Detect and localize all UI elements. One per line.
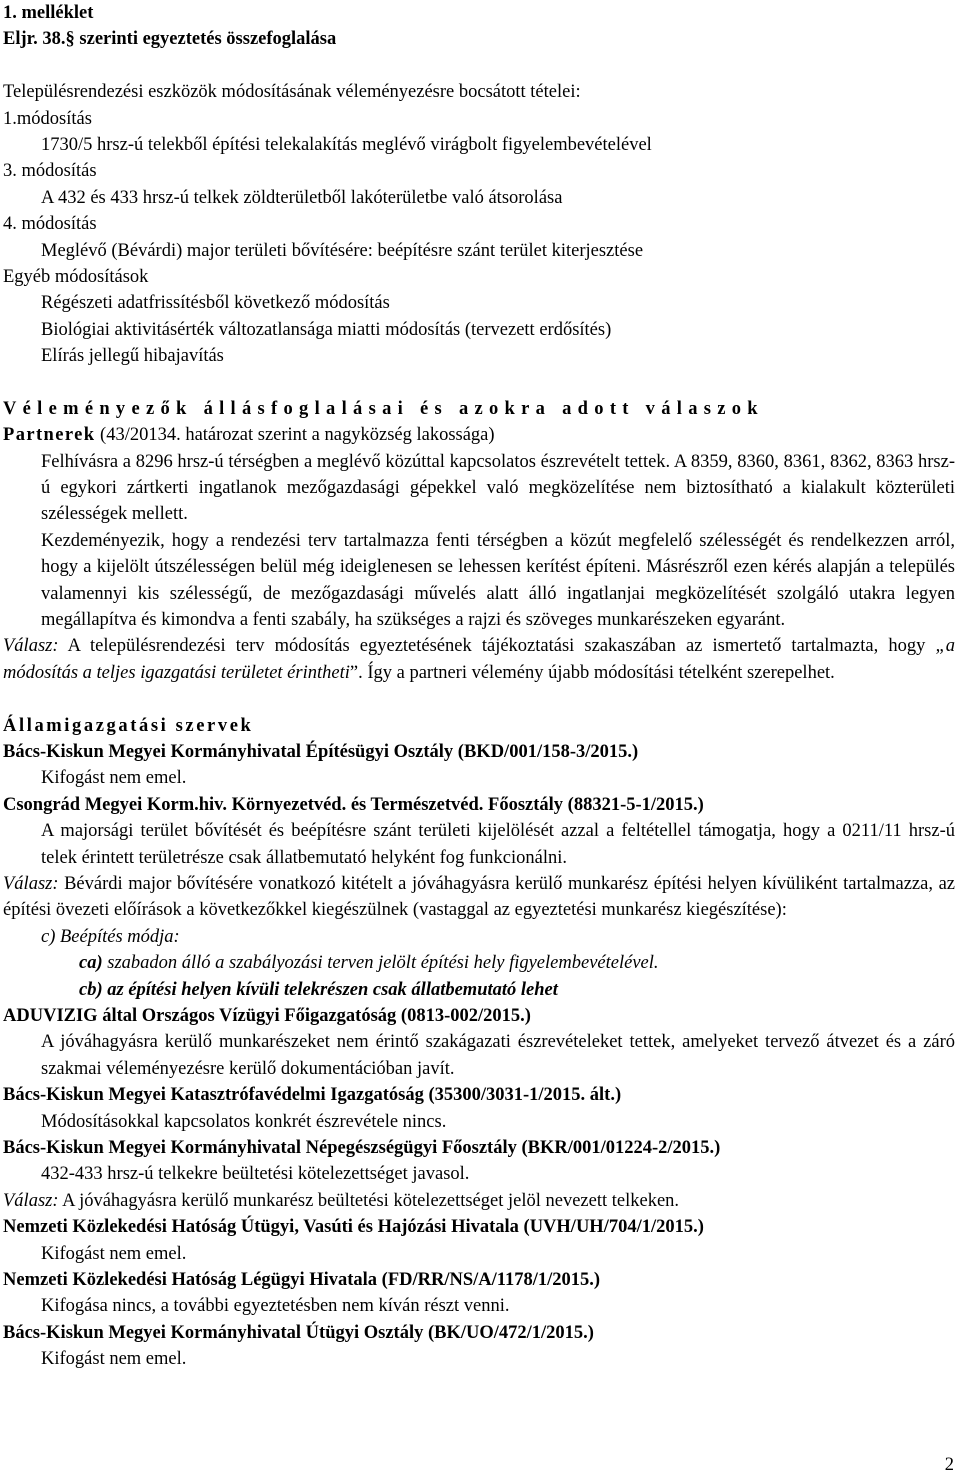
authority-2-text: A majorsági terület bővítését és beépítésre szánt területi kijelölését azzal a feltétellel támogatja, hogy a 0211/11 hrsz-ú telek érintett területrésze csak állatbemutató helyként fog funkcionálni.	[41, 821, 955, 868]
authority-7-text: Kifogása nincs, a további egyeztetésben nem kíván részt venni.	[41, 1296, 510, 1317]
partners-paragraph-1: Felhívásra a 8296 hrsz-ú térségben a meglévő közúttal kapcsolatos észrevételt tettek. A 8359, 8360, 8361, 8362, 8363 hrsz-ú egykori zártkerti ingatlanok mezőgazdasági gépekkel való megközelítése nem biztosítható a kialakult közterületi szélességek mellett.	[41, 451, 955, 525]
authority-5-answer-text: A jóváhagyásra kerülő munkarész beültetési kötelezettséget jelöl nevezett telkeken.	[58, 1190, 680, 1211]
authority-4-text: Módosításokkal kapcsolatos konkrét észrevétele nincs.	[41, 1111, 447, 1132]
annex-label: 1. melléklet	[3, 3, 94, 23]
authority-3-text: A jóváhagyásra kerülő munkarészeket nem érintő szakágazati észrevételeket tettek, amelyeket tervező átvezet és a záró szakmai véleményezésre kerülő dokumentációban javít.	[41, 1032, 955, 1079]
partners-answer	[3, 633, 955, 686]
item-3-number: 3. módosítás	[3, 161, 97, 182]
authority-1-text: Kifogást nem emel.	[41, 768, 187, 789]
partners-answer-text-a: A településrendezési terv módosítás egyeztetésének tájékoztatási szakaszában az ismertető tartalmazta, hogy	[58, 636, 936, 657]
answer-label: Válasz:	[3, 874, 59, 895]
item-1-description: 1730/5 hrsz-ú telekből építési telekalakítás meglévő virágbolt figyelembevételével	[41, 134, 652, 155]
authority-2-c-label: c) Beépítés módja:	[41, 926, 180, 947]
authorities-heading: Államigazgatási szervek	[3, 715, 254, 736]
partners-line	[3, 422, 955, 448]
other-modifications-heading: Egyéb módosítások	[3, 266, 149, 287]
authority-2-ca-text: szabadon álló a szabályozási terven jelölt építési hely figyelembevételével.	[102, 953, 659, 974]
authority-8-text: Kifogást nem emel.	[41, 1349, 187, 1370]
partners-answer-quote: „a módosítás a teljes igazgatási területet érintheti	[3, 636, 955, 683]
other-item-1: Régészeti adatfrissítésből következő módosítás	[41, 293, 390, 314]
authority-2-ca	[3, 950, 955, 976]
partners-reference: (43/20134. határozat szerint a nagyközség lakossága)	[95, 425, 495, 446]
authority-6-name: Nemzeti Közlekedési Hatóság Útügyi, Vasúti és Hajózási Hivatala (UVH/UH/704/1/2015.)	[3, 1217, 704, 1238]
authority-5-text: 432-433 hrsz-ú telkekre beültetési kötelezettséget javasol.	[41, 1164, 470, 1185]
authority-4-name: Bács-Kiskun Megyei Katasztrófavédelmi Igazgatóság (35300/3031-1/2015. ált.)	[3, 1085, 622, 1106]
authority-2-ca-label: ca)	[79, 953, 103, 974]
authority-5-name: Bács-Kiskun Megyei Kormányhivatal Népegészségügyi Főosztály (BKR/001/01224-2/2015.)	[3, 1138, 721, 1159]
other-item-2: Biológiai aktivitásérték változatlansága miatti módosítás (tervezett erdősítés)	[41, 319, 612, 340]
authority-2-name: Csongrád Megyei Korm.hiv. Környezetvéd. és Természetvéd. Főosztály (88321-5-1/2015.)	[3, 794, 704, 815]
partners-answer-text-b: ”. Így a partneri vélemény újabb módosítási tételként szerepelhet.	[349, 662, 835, 683]
authority-5-answer	[3, 1188, 955, 1214]
authority-6-text: Kifogást nem emel.	[41, 1243, 187, 1264]
authority-3-name: ADUVIZIG által Országos Vízügyi Főigazgatóság (0813-002/2015.)	[3, 1006, 531, 1027]
partners-label: Partnerek	[3, 425, 96, 446]
answer-label: Válasz:	[3, 636, 59, 657]
document-title: Eljr. 38.§ szerinti egyeztetés összefoglalása	[3, 29, 337, 50]
authority-7-name: Nemzeti Közlekedési Hatóság Légügyi Hivatala (FD/RR/NS/A/1178/1/2015.)	[3, 1269, 601, 1290]
item-1-number: 1.módosítás	[3, 108, 92, 129]
item-3-description: A 432 és 433 hrsz-ú telkek zöldterületből lakóterületbe való átsorolása	[41, 187, 563, 208]
item-4-description: Meglévő (Bévárdi) major területi bővítésére: beépítésre szánt terület kiterjesztése	[41, 240, 644, 261]
document-content	[3, 0, 955, 1373]
authority-8-name: Bács-Kiskun Megyei Kormányhivatal Útügyi Osztály (BK/UO/472/1/2015.)	[3, 1322, 594, 1343]
intro-lead: Településrendezési eszközök módosításának véleményezésre bocsátott tételei:	[3, 82, 581, 103]
page-number: 2	[944, 1455, 954, 1475]
other-item-3: Elírás jellegű hibajavítás	[41, 346, 224, 367]
partners-paragraph-2: Kezdeményezik, hogy a rendezési terv tartalmazza fenti térségben a közút megfelelő szélességét és rendelkezzen arról, hogy a kijelölt útszélességen belül még ideiglenesen se lehessen kerítést építeni. Másrészről ezen kérés alapján a település valamennyi kis szélességű, de mezőgazdasági művelés alatt álló ingatlanjai megközelítését szolgáló utakra legyen megállapítva és kimondva a fenti szabály, ha szükséges a rajzi és szöveges munkarészeken egyaránt.	[41, 530, 955, 631]
authority-1-name: Bács-Kiskun Megyei Kormányhivatal Építésügyi Osztály (BKD/001/158-3/2015.)	[3, 742, 639, 763]
opinions-heading: Véleményezők állásfoglalásai és azokra adott válaszok	[3, 398, 764, 419]
answer-label: Válasz:	[3, 1190, 59, 1211]
item-4-number: 4. módosítás	[3, 214, 97, 235]
authority-2-answer-text: Bévárdi major bővítésére vonatkozó kitételt a jóváhagyásra kerülő munkarész építési helyen kívüliként tartalmazza, az építési övezeti előírások a következőkkel kiegészülnek (vastaggal az egyeztetési munkarész kiegészítése):	[3, 874, 955, 921]
authority-2-cb: cb) az építési helyen kívüli telekrészen csak állatbemutató lehet	[79, 979, 558, 1000]
authority-2-answer	[3, 871, 955, 924]
